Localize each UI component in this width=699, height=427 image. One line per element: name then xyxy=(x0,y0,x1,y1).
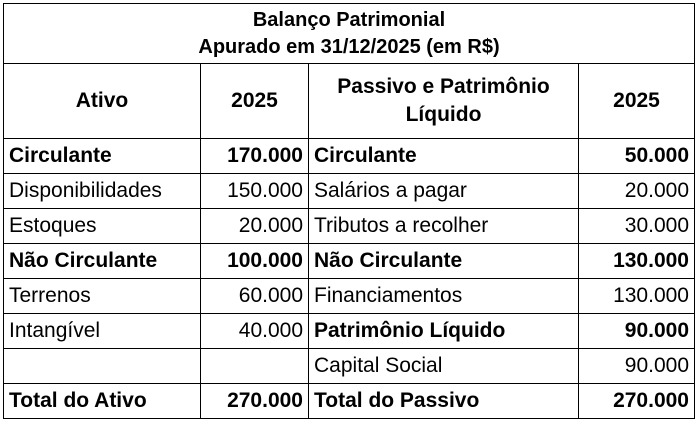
total-assets-value: 270.000 xyxy=(201,384,309,419)
header-liabilities-year: 2025 xyxy=(579,64,695,139)
liability-label: Salários a pagar xyxy=(309,174,579,209)
liability-value: 90.000 xyxy=(579,314,695,349)
asset-label: Intangível xyxy=(4,314,201,349)
header-liabilities-line2: Líquido xyxy=(405,103,482,126)
liability-label: Circulante xyxy=(309,139,579,174)
header-liabilities xyxy=(309,64,579,139)
liability-label: Capital Social xyxy=(309,349,579,384)
header-liabilities-line1: Passivo e Patrimônio xyxy=(337,75,550,98)
liability-value: 20.000 xyxy=(579,174,695,209)
asset-value xyxy=(201,349,309,384)
balance-sheet xyxy=(3,3,694,422)
asset-value: 100.000 xyxy=(201,244,309,279)
sheet-title: Balanço Patrimonial xyxy=(252,9,446,31)
liability-value: 90.000 xyxy=(579,349,695,384)
totals-row xyxy=(4,384,695,419)
asset-value: 150.000 xyxy=(201,174,309,209)
asset-label: Não Circulante xyxy=(4,244,201,279)
asset-label: Disponibilidades xyxy=(4,174,201,209)
table-row xyxy=(4,279,695,314)
table-row xyxy=(4,349,695,384)
total-liabilities-label: Total do Passivo xyxy=(309,384,579,419)
liability-label: Patrimônio Líquido xyxy=(309,314,579,349)
header-row xyxy=(4,64,695,139)
table-row xyxy=(4,174,695,209)
liability-value: 130.000 xyxy=(579,244,695,279)
title-row xyxy=(4,4,695,64)
asset-label: Circulante xyxy=(4,139,201,174)
liability-label: Não Circulante xyxy=(309,244,579,279)
asset-label xyxy=(4,349,201,384)
sheet-subtitle: Apurado em 31/12/2025 (em R$) xyxy=(198,36,500,58)
title-cell xyxy=(4,4,695,64)
table-row xyxy=(4,139,695,174)
liability-label: Tributos a recolher xyxy=(309,209,579,244)
liability-value: 130.000 xyxy=(579,279,695,314)
liability-value: 30.000 xyxy=(579,209,695,244)
liability-value: 50.000 xyxy=(579,139,695,174)
table-row xyxy=(4,314,695,349)
table-row xyxy=(4,244,695,279)
asset-label: Estoques xyxy=(4,209,201,244)
header-assets: Ativo xyxy=(4,64,201,139)
header-assets-year: 2025 xyxy=(201,64,309,139)
asset-value: 40.000 xyxy=(201,314,309,349)
asset-value: 20.000 xyxy=(201,209,309,244)
total-assets-label: Total do Ativo xyxy=(4,384,201,419)
balance-sheet-table xyxy=(3,3,695,419)
table-row xyxy=(4,209,695,244)
asset-label: Terrenos xyxy=(4,279,201,314)
liability-label: Financiamentos xyxy=(309,279,579,314)
asset-value: 170.000 xyxy=(201,139,309,174)
total-liabilities-value: 270.000 xyxy=(579,384,695,419)
asset-value: 60.000 xyxy=(201,279,309,314)
